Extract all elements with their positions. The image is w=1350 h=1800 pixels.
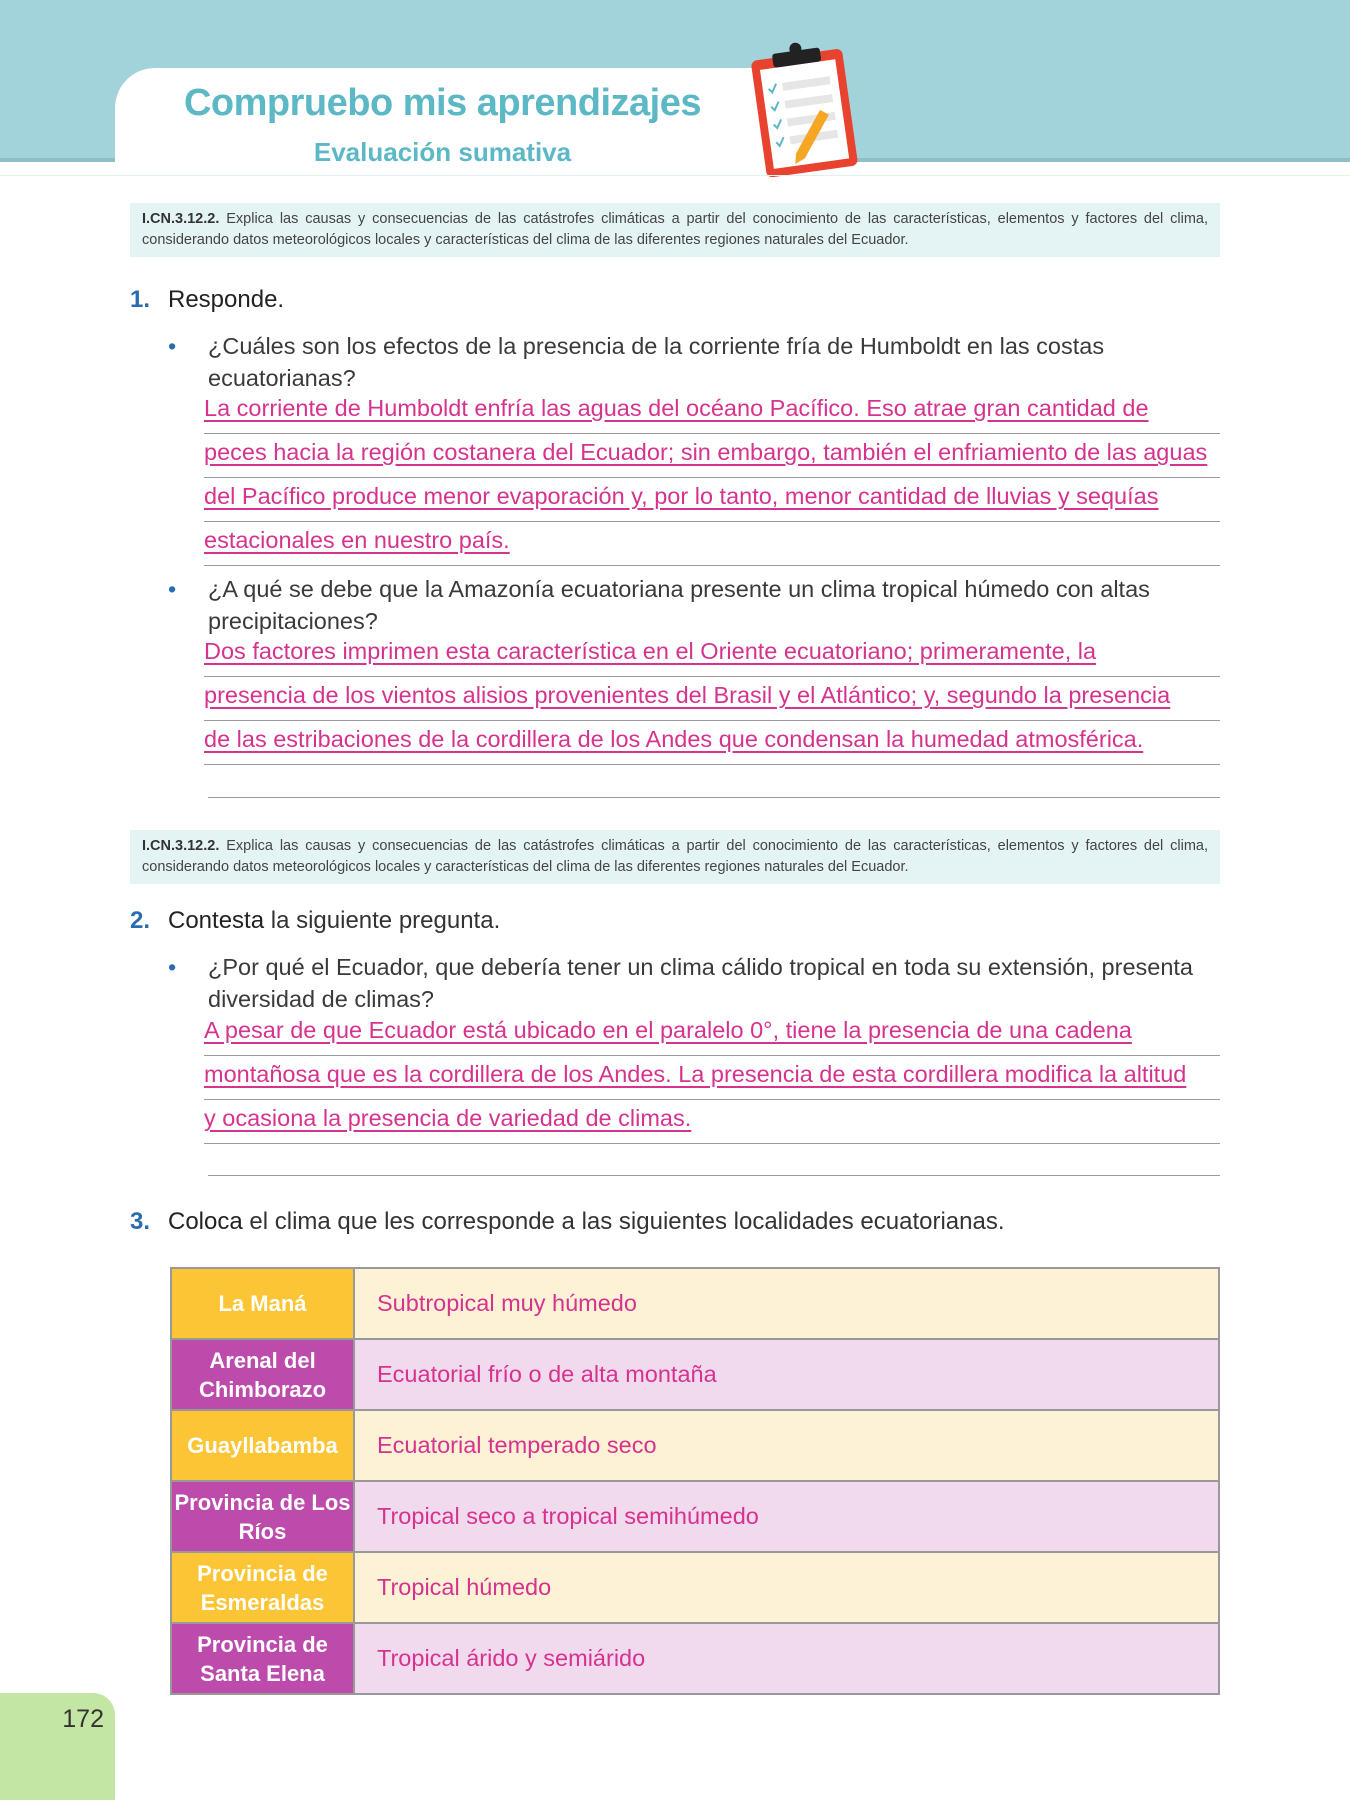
answer-line[interactable]: del Pacífico produce menor evaporación y, por lo tanto, menor cantidad de lluvias y sequías [204, 478, 1220, 522]
indicator-text: Explica las causas y consecuencias de las catástrofes climáticas a partir del conocimiento de las características, elementos y factores del clima, considerando datos meteorológicos locales y características del clima de las diferentes regiones naturales del Ecuador. [142, 838, 1208, 875]
clipboard-checklist-icon [740, 40, 870, 180]
answer-line[interactable]: montañosa que es la cordillera de los Andes. La presencia de esta cordillera modifica la altitud [204, 1056, 1220, 1100]
indicator-code: I.CN.3.12.2. [142, 838, 220, 854]
question-number: 2. [130, 907, 151, 934]
place-cell: Guayllabamba [171, 1410, 354, 1481]
indicator-box [130, 203, 1220, 257]
bullet-icon: • [168, 576, 177, 602]
climate-cell[interactable]: Tropical árido y semiárido [354, 1623, 1219, 1694]
page-subtitle: Evaluación sumativa [313, 137, 572, 167]
bullet-icon: • [168, 954, 177, 980]
blank-answer-line[interactable] [208, 797, 1220, 798]
question-instruction: Responde. [168, 286, 285, 313]
indicator-code: I.CN.3.12.2. [142, 211, 220, 227]
answer-line[interactable]: La corriente de Humboldt enfría las aguas del océano Pacífico. Eso atrae gran cantidad de [204, 390, 1220, 434]
indicator-text: Explica las causas y consecuencias de las catástrofes climáticas a partir del conocimiento de las características, elementos y factores del clima, considerando datos meteorológicos locales y características del clima de las diferentes regiones naturales del Ecuador. [142, 211, 1208, 248]
question-instruction: la siguiente pregunta. [264, 907, 501, 934]
answer-line[interactable]: peces hacia la región costanera del Ecuador; sin embargo, también el enfriamiento de las aguas [204, 434, 1220, 478]
blank-answer-line[interactable] [208, 1175, 1220, 1176]
question-text: ¿Cuáles son los efectos de la presencia de la corriente fría de Humboldt en las costas ecuatorianas? [208, 333, 1105, 391]
place-cell: Provincia de Esmeraldas [171, 1552, 354, 1623]
table-row [171, 1268, 1219, 1339]
place-cell: Arenal del Chimborazo [171, 1339, 354, 1410]
answer-line[interactable]: estacionales en nuestro país. [204, 522, 1220, 566]
bullet-icon: • [168, 333, 177, 359]
header-divider [0, 175, 1350, 176]
climate-cell[interactable]: Tropical seco a tropical semihúmedo [354, 1481, 1219, 1552]
question-text: ¿A qué se debe que la Amazonía ecuatoriana presente un clima tropical húmedo con altas precipitaciones? [208, 576, 1150, 634]
answer-line[interactable]: presencia de los vientos alisios provenientes del Brasil y el Atlántico; y, segundo la presencia [204, 677, 1220, 721]
table-row [171, 1623, 1219, 1694]
answer-line[interactable]: Dos factores imprimen esta característica en el Oriente ecuatoriano; primeramente, la [204, 633, 1220, 677]
climate-cell[interactable]: Ecuatorial frío o de alta montaña [354, 1339, 1219, 1410]
question-text: ¿Por qué el Ecuador, que debería tener un clima cálido tropical en toda su extensión, presenta diversidad de climas? [208, 954, 1194, 1012]
question-1b [168, 573, 1228, 637]
table-row [171, 1552, 1219, 1623]
question-2a [168, 951, 1228, 1015]
table-row [171, 1410, 1219, 1481]
place-cell: La Maná [171, 1268, 354, 1339]
place-cell: Provincia de Santa Elena [171, 1623, 354, 1694]
question-3-heading [130, 1208, 1005, 1236]
place-cell: Provincia de Los Ríos [171, 1481, 354, 1552]
climate-cell[interactable]: Tropical húmedo [354, 1552, 1219, 1623]
table-row [171, 1339, 1219, 1410]
question-instruction: el clima que les corresponde a las siguientes localidades ecuatorianas. [242, 1208, 1005, 1235]
question-number: 3. [130, 1208, 151, 1235]
answer-line[interactable]: y ocasiona la presencia de variedad de climas. [204, 1100, 1220, 1144]
question-number: 1. [130, 286, 151, 313]
question-2-heading [130, 907, 500, 935]
indicator-box [130, 830, 1220, 884]
question-1a [168, 330, 1228, 394]
table-row [171, 1481, 1219, 1552]
question-verb: Coloca [168, 1208, 243, 1235]
climate-table [170, 1267, 1220, 1695]
answer-line[interactable]: de las estribaciones de la cordillera de los Andes que condensan la humedad atmosférica. [204, 721, 1220, 765]
question-verb: Contesta [168, 907, 265, 934]
page-number: 172 [62, 1705, 104, 1733]
climate-cell[interactable]: Ecuatorial temperado seco [354, 1410, 1219, 1481]
climate-cell[interactable]: Subtropical muy húmedo [354, 1268, 1219, 1339]
page-title: Compruebo mis aprendizajes [183, 82, 701, 124]
answer-line[interactable]: A pesar de que Ecuador está ubicado en el paralelo 0°, tiene la presencia de una cadena [204, 1012, 1220, 1056]
question-1-heading [130, 286, 284, 314]
